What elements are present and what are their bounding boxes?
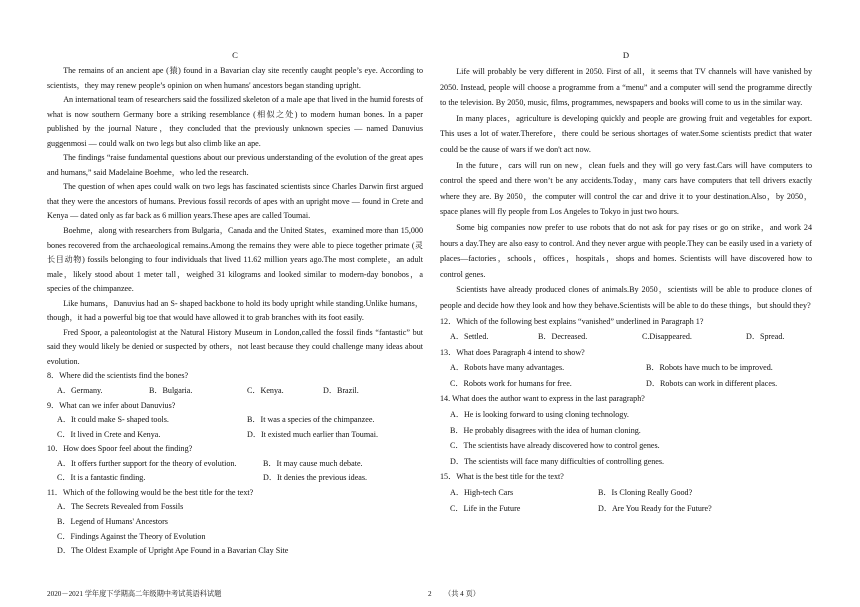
passage-c-paragraph-7: Fred Spoor, a paleontologist at the Natural History Museum in London,called the fossil finds “fantastic” but said they would likely be denied or suspected by others，not least because they could challenge many ideas about evolution.	[47, 327, 423, 366]
question-9-options-row-1	[47, 413, 423, 428]
question-12	[440, 314, 812, 345]
question-15-options-row-2	[440, 501, 812, 517]
question-13-option-c[interactable]: C．Robots work for humans for free.	[450, 378, 572, 388]
passage-d-paragraph-5: Scientists have already produced clones of animals.By 2050，scientists will be able to produce clones of people and decide how they look and how they behave.Scientists will be able to do these things，but should they?	[440, 285, 812, 310]
question-12-stem: 12．Which of the following best explains “vanished” underlined in Paragraph 1?	[440, 316, 704, 326]
question-14-option-d[interactable]: D．The scientists will face many difficulties of controlling genes.	[450, 456, 665, 466]
question-10-options-row-2	[47, 471, 423, 486]
question-13-option-a[interactable]: A．Robots have many advantages.	[450, 363, 565, 373]
question-15-options-row-1	[440, 485, 812, 501]
question-13	[440, 345, 812, 392]
question-10-option-a[interactable]: A．It offers further support for the theory of evolution.	[57, 458, 237, 468]
question-9-option-b[interactable]: B．It was a species of the chimpanzee.	[247, 415, 375, 425]
passage-c-paragraph-6: Like humans，Danuvius had an S- shaped backbone to hold its body upright while standing.Unlike humans，though，it had a powerful big toe that would have allowed it to grab branches with its foot easily.	[47, 298, 423, 323]
question-15-stem: 15．What is the best title for the text?	[440, 472, 564, 482]
passage-d-paragraph-3: In the future，cars will run on new，clean fuels and they will go very fast.Cars will have computers to control the speed and there won’t be any accidents.Today，many cars have computers that tell drivers exactly where they are. By 2050，the computer will control the car and drive it to your destination.Also，by 2050，space planes will fly people from Los Angeles to Tokyo in just two hours.	[440, 160, 812, 217]
question-9-option-d[interactable]: D．It existed much earlier than Toumai.	[247, 429, 378, 439]
question-10-option-c[interactable]: C．It is a fantastic finding.	[57, 473, 146, 483]
passage-c-paragraph-3: The findings “raise fundamental questions about our previous understanding of the evolution of the great apes and humans,” said Madelaine Boehme，who led the research.	[47, 153, 423, 177]
question-12-options	[440, 329, 812, 345]
question-11-option-b[interactable]: B．Legend of Humans' Ancestors	[57, 516, 168, 526]
passage-c-column	[47, 48, 423, 559]
question-9-options-row-2	[47, 428, 423, 443]
exam-title: 2020－2021 学年度下学期高二年级期中考试英语科试题	[47, 590, 222, 598]
question-15	[440, 469, 812, 516]
question-8-option-a[interactable]: A．Germany.	[57, 386, 103, 396]
total-pages: （共 4 页）	[444, 590, 480, 598]
question-11	[47, 486, 423, 559]
question-10-option-d[interactable]: D．It denies the previous ideas.	[263, 473, 368, 483]
passage-d-heading: D	[622, 50, 630, 60]
question-12-option-c[interactable]: C.Disappeared.	[642, 332, 692, 342]
question-14-stem: 14. What does the author want to express in the last paragraph?	[440, 394, 645, 404]
question-9-option-a[interactable]: A．It could make S- shaped tools.	[57, 415, 169, 425]
question-13-options-row-1	[440, 360, 812, 376]
passage-c-paragraph-1: The remains of an ancient ape (猿) found in a Bavarian clay site recently caught people’s eye. According to scientists，they may renew people’s opinion on when humans' ancestors began standing upright.	[47, 66, 423, 90]
question-11-option-a[interactable]: A．The Secrets Revealed from Fossils	[57, 502, 184, 512]
passage-c-paragraph-4: The question of when apes could walk on two legs has fascinated scientists since Charles Darwin first argued that they were the ancestors of humans. Previous fossil records of apes with an upright move — found in Crete and Kenya — dated only as far back as 6 million years.These apes are called Toumai.	[47, 182, 423, 221]
question-10	[47, 442, 423, 486]
question-8-option-c[interactable]: C．Kenya.	[247, 386, 284, 396]
question-8-stem: 8．Where did the scientists find the bones?	[47, 371, 189, 381]
question-8	[47, 369, 423, 398]
question-12-option-d[interactable]: D．Spread.	[746, 332, 785, 342]
question-14-option-c[interactable]: C．The scientists have already discovered how to control genes.	[450, 441, 660, 451]
passage-d-paragraph-4: Some big companies now prefer to use robots that do not ask for pay rises or go on strike，and work 24 hours a day.They are also easy to control. And they never argue with people.They can be easily used in a variety of places—factories，schools，offices，hospitals，shops and homes. Scientists will have discovered how to control genes.	[440, 222, 812, 279]
question-9	[47, 399, 423, 443]
question-14-option-a[interactable]: A．He is looking forward to using cloning technology.	[450, 410, 629, 420]
question-8-options	[47, 384, 423, 399]
question-11-stem: 11．Which of the following would be the best title for the text?	[47, 487, 254, 497]
question-13-option-d[interactable]: D．Robots can work in different places.	[646, 378, 778, 388]
question-14	[440, 391, 812, 469]
question-11-option-c[interactable]: C．Findings Against the Theory of Evolution	[57, 531, 206, 541]
question-9-stem: 9．What can we infer about Danuvius?	[47, 400, 176, 410]
question-15-option-a[interactable]: A．High-tech Cars	[450, 488, 514, 498]
passage-c-paragraph-5: Boehme，along with researchers from Bulgaria，Canada and the United States，examined more than 15,000 bones recovered from the archaeological remains.Among the remains they were able to piece together primate (灵长目动物) fossils belonging to four individuals that lived 11.62 million years ago.The most complete，an adult male，likely stood about 1 meter tall，weighed 31 kilograms and looked similar to modern-day bonobos，a species of the chimpanzee.	[47, 226, 423, 294]
question-10-option-b[interactable]: B．It may cause much debate.	[263, 458, 363, 468]
question-14-option-b[interactable]: B．He probably disagrees with the idea of human cloning.	[450, 425, 641, 435]
page-number: 2	[428, 590, 432, 598]
question-13-stem: 13．What does Paragraph 4 intend to show?	[440, 347, 585, 357]
question-15-option-c[interactable]: C．Life in the Future	[450, 503, 521, 513]
passage-d-column	[440, 48, 812, 516]
question-15-option-d[interactable]: D．Are You Ready for the Future?	[598, 503, 712, 513]
passage-d-paragraph-2: In many places，agriculture is developing quickly and people are growing fruit and vegetables for export. This uses a lot of water.Therefore，there could be serious shortages of water.Some scientists predict that water could be the cause of wars if we don't act now.	[440, 113, 812, 154]
passage-c-heading: C	[232, 50, 238, 60]
question-10-options-row-1	[47, 457, 423, 472]
question-8-option-b[interactable]: B．Bulgaria.	[149, 386, 193, 396]
question-11-option-d[interactable]: D．The Oldest Example of Upright Ape Found in a Bavarian Clay Site	[57, 546, 289, 556]
passage-d-paragraph-1: Life will probably be very different in 2050. First of all，it seems that TV channels will have vanished by 2050. Instead, people will choose a programme from a “menu” and a computer will send the programme directly to the television. By 2050, music, films, programmes, newspapers and books will come to us in the similar way.	[440, 67, 812, 108]
question-12-option-b[interactable]: B．Decreased.	[538, 332, 588, 342]
question-8-option-d[interactable]: D．Brazil.	[323, 386, 359, 396]
passage-c-paragraph-2: An international team of researchers said the fossilized skeleton of a male ape that lived in the humid forests of what is now southern Germany bore a striking resemblance (相似之处) to modern human bones. In a paper published by the journal Nature，they concluded that the previously unknown species — named Danuvius guggenmosi — could walk on two legs but also climb like an ape.	[47, 95, 424, 148]
question-9-option-c[interactable]: C．It lived in Crete and Kenya.	[57, 429, 161, 439]
question-15-option-b[interactable]: B．Is Cloning Really Good?	[598, 488, 693, 498]
question-13-options-row-2	[440, 376, 812, 392]
question-10-stem: 10．How does Spoor feel about the finding?	[47, 444, 193, 454]
question-13-option-b[interactable]: B．Robots have much to be improved.	[646, 363, 773, 373]
question-12-option-a[interactable]: A．Settled.	[450, 332, 489, 342]
